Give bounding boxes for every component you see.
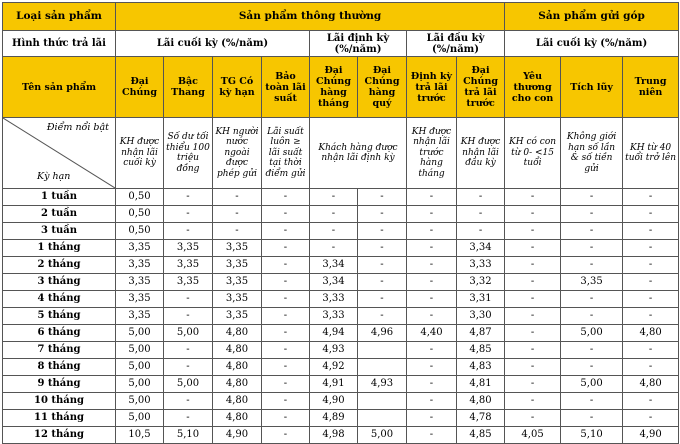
rate-cell: - — [561, 359, 623, 376]
rate-cell: - — [358, 240, 407, 257]
table-row — [3, 240, 679, 257]
rate-cell: - — [623, 257, 679, 274]
rate-cell: - — [623, 240, 679, 257]
rate-cell: - — [262, 393, 310, 410]
rate-cell: - — [262, 427, 310, 444]
rate-cell: 3,32 — [457, 274, 505, 291]
rate-cell: - — [262, 308, 310, 325]
table-row — [3, 223, 679, 240]
table-row — [3, 342, 679, 359]
rate-cell: 5,00 — [164, 376, 213, 393]
term-cell: 2 tuần — [3, 206, 116, 223]
product-name: Định kỳ trả lãi trước — [407, 57, 457, 118]
rate-cell: - — [262, 325, 310, 342]
rate-cell: 3,35 — [164, 274, 213, 291]
rate-cell: - — [407, 274, 457, 291]
rate-cell: - — [164, 206, 213, 223]
rate-cell: - — [262, 223, 310, 240]
rate-cell: 4,80 — [213, 376, 262, 393]
rate-cell: 3,34 — [310, 257, 358, 274]
term-cell: 4 tháng — [3, 291, 116, 308]
term-cell: 12 tháng — [3, 427, 116, 444]
rate-cell: - — [561, 291, 623, 308]
rate-cell: 3,35 — [213, 257, 262, 274]
rate-cell: 4,83 — [457, 359, 505, 376]
rate-cell: - — [505, 410, 561, 427]
product-type-label: Loại sản phẩm — [3, 3, 116, 31]
rate-rows — [3, 189, 679, 444]
rate-cell: - — [358, 274, 407, 291]
rate-cell — [358, 359, 407, 376]
table-row — [3, 325, 679, 342]
rate-cell: - — [407, 240, 457, 257]
rate-cell: - — [164, 393, 213, 410]
table-row — [3, 291, 679, 308]
rate-cell: - — [505, 359, 561, 376]
rate-cell: - — [623, 206, 679, 223]
term-label: Kỳ hạn — [37, 170, 71, 182]
rate-cell: - — [407, 359, 457, 376]
rate-cell: 4,90 — [310, 393, 358, 410]
rate-cell: - — [505, 257, 561, 274]
rate-cell: 4,80 — [213, 410, 262, 427]
rate-cell: 0,50 — [116, 206, 164, 223]
rate-cell: 4,81 — [457, 376, 505, 393]
rate-cell: 4,92 — [310, 359, 358, 376]
rate-cell: - — [561, 240, 623, 257]
table-row — [3, 427, 679, 444]
interest-upfront-header: Lãi đầu kỳ (%/năm) — [407, 31, 505, 57]
rate-cell: 5,00 — [116, 325, 164, 342]
rate-cell: 3,35 — [213, 274, 262, 291]
rate-cell: - — [262, 240, 310, 257]
rate-cell: - — [561, 257, 623, 274]
rate-cell: 4,98 — [310, 427, 358, 444]
rate-cell: - — [505, 189, 561, 206]
rate-cell: - — [262, 291, 310, 308]
rate-cell: - — [623, 223, 679, 240]
rate-cell: - — [407, 206, 457, 223]
rate-cell: - — [358, 291, 407, 308]
rate-cell: - — [505, 393, 561, 410]
product-name: TG Có kỳ hạn — [213, 57, 262, 118]
term-cell: 1 tuần — [3, 189, 116, 206]
rate-cell: - — [561, 342, 623, 359]
rate-cell: - — [164, 342, 213, 359]
rate-cell: - — [457, 189, 505, 206]
rate-cell: 10,5 — [116, 427, 164, 444]
rate-cell: 5,00 — [561, 325, 623, 342]
product-name: Trung niên — [623, 57, 679, 118]
rate-cell: - — [164, 410, 213, 427]
rate-cell: 5,00 — [164, 325, 213, 342]
rate-cell: - — [561, 308, 623, 325]
table-row — [3, 308, 679, 325]
term-cell: 3 tuần — [3, 223, 116, 240]
rate-cell: - — [407, 376, 457, 393]
rate-cell: - — [623, 274, 679, 291]
product-highlight: Lãi suất luôn ≥ lãi suất tại thời điểm gửi — [262, 118, 310, 189]
rate-cell: - — [623, 291, 679, 308]
rate-cell: 4,89 — [310, 410, 358, 427]
rate-cell: - — [407, 342, 457, 359]
rate-cell: - — [505, 206, 561, 223]
rate-cell: 3,35 — [116, 274, 164, 291]
rate-cell: - — [262, 410, 310, 427]
interest-rate-table — [2, 2, 679, 444]
rate-cell: - — [407, 257, 457, 274]
product-name: Đại Chúng — [116, 57, 164, 118]
rate-cell: 4,90 — [623, 427, 679, 444]
rate-cell: 4,80 — [457, 393, 505, 410]
rate-cell: 5,00 — [116, 393, 164, 410]
rate-cell: 5,10 — [561, 427, 623, 444]
rate-cell: - — [262, 342, 310, 359]
rate-cell: - — [561, 393, 623, 410]
rate-cell: - — [623, 342, 679, 359]
rate-cell: 4,05 — [505, 427, 561, 444]
product-name: Tích lũy — [561, 57, 623, 118]
rate-cell — [358, 342, 407, 359]
rate-cell: - — [262, 257, 310, 274]
term-cell: 10 tháng — [3, 393, 116, 410]
rate-cell: - — [262, 189, 310, 206]
table-row — [3, 206, 679, 223]
rate-cell: - — [213, 206, 262, 223]
term-cell: 9 tháng — [3, 376, 116, 393]
product-name: Đại Chúng hàng quý — [358, 57, 407, 118]
rate-cell: - — [407, 189, 457, 206]
rate-cell: - — [164, 189, 213, 206]
rate-cell: - — [358, 223, 407, 240]
rate-cell: 3,34 — [457, 240, 505, 257]
table-row — [3, 393, 679, 410]
rate-cell: - — [623, 308, 679, 325]
rate-cell: - — [358, 206, 407, 223]
highlight-label: Điểm nổi bật — [46, 122, 109, 133]
rate-cell: 4,96 — [358, 325, 407, 342]
table-row — [3, 376, 679, 393]
rate-cell: 3,34 — [310, 274, 358, 291]
table-row — [3, 257, 679, 274]
rate-cell: 4,80 — [623, 325, 679, 342]
rate-cell: - — [213, 189, 262, 206]
rate-cell: 3,35 — [116, 291, 164, 308]
rate-cell: 4,85 — [457, 427, 505, 444]
rate-cell: - — [505, 376, 561, 393]
table-row — [3, 189, 679, 206]
rate-cell: - — [505, 342, 561, 359]
rate-cell: 4,85 — [457, 342, 505, 359]
rate-cell: - — [358, 257, 407, 274]
product-highlight: KH người nước ngoài được phép gửi — [213, 118, 262, 189]
rate-cell: - — [262, 359, 310, 376]
rate-cell: 3,33 — [457, 257, 505, 274]
rate-cell: - — [407, 427, 457, 444]
rate-cell: 5,00 — [116, 376, 164, 393]
table-row — [3, 410, 679, 427]
product-highlight: KH được nhận lãi cuối kỳ — [116, 118, 164, 189]
rate-cell: 5,00 — [116, 342, 164, 359]
term-cell: 6 tháng — [3, 325, 116, 342]
product-name: Đại Chúng hàng tháng — [310, 57, 358, 118]
rate-cell: 5,00 — [116, 410, 164, 427]
product-highlight: KH được nhận lãi đầu kỳ — [457, 118, 505, 189]
rate-cell: 3,35 — [164, 240, 213, 257]
product-name: Yêu thương cho con — [505, 57, 561, 118]
rate-cell: 5,10 — [164, 427, 213, 444]
rate-cell: - — [561, 223, 623, 240]
rate-cell: - — [262, 206, 310, 223]
rate-cell: - — [262, 274, 310, 291]
rate-cell: - — [457, 206, 505, 223]
rate-cell — [358, 393, 407, 410]
product-highlight: Số dư tối thiểu 100 triệu đồng — [164, 118, 213, 189]
rate-cell: 0,50 — [116, 223, 164, 240]
rate-cell: 3,33 — [310, 291, 358, 308]
rate-cell: 3,35 — [116, 240, 164, 257]
term-cell: 8 tháng — [3, 359, 116, 376]
rate-cell: 3,30 — [457, 308, 505, 325]
rate-cell: 3,35 — [164, 257, 213, 274]
rate-cell: - — [213, 223, 262, 240]
rate-cell: 3,35 — [213, 308, 262, 325]
rate-cell: 3,31 — [457, 291, 505, 308]
savings-interest-end-header: Lãi cuối kỳ (%/năm) — [505, 31, 679, 57]
rate-cell: - — [407, 410, 457, 427]
rate-cell: - — [164, 291, 213, 308]
rate-cell: - — [623, 410, 679, 427]
rate-cell — [358, 410, 407, 427]
rate-cell: - — [561, 189, 623, 206]
rate-cell: 5,00 — [116, 359, 164, 376]
rate-cell: - — [505, 240, 561, 257]
term-cell: 5 tháng — [3, 308, 116, 325]
rate-cell: 4,80 — [213, 325, 262, 342]
product-highlight: KH từ 40 tuổi trở lên — [623, 118, 679, 189]
product-highlight: KH có con từ 0- <15 tuổi — [505, 118, 561, 189]
product-name-label: Tên sản phẩm — [3, 57, 116, 118]
rate-cell: - — [561, 206, 623, 223]
rate-cell: - — [262, 376, 310, 393]
rate-cell: 3,35 — [213, 291, 262, 308]
rate-cell: - — [623, 189, 679, 206]
rate-cell: 4,80 — [213, 393, 262, 410]
rate-cell: 4,78 — [457, 410, 505, 427]
rate-cell: - — [505, 223, 561, 240]
rate-cell: - — [505, 274, 561, 291]
rate-cell: 3,35 — [116, 257, 164, 274]
rate-cell: - — [561, 410, 623, 427]
rate-cell: - — [505, 325, 561, 342]
regular-products-header: Sản phẩm thông thường — [116, 3, 505, 31]
rate-cell: 4,93 — [310, 342, 358, 359]
rate-cell: 3,35 — [116, 308, 164, 325]
rate-cell: 4,80 — [623, 376, 679, 393]
rate-cell: - — [164, 223, 213, 240]
rate-cell: 5,00 — [561, 376, 623, 393]
term-cell: 11 tháng — [3, 410, 116, 427]
product-name: Bậc Thang — [164, 57, 213, 118]
rate-cell: - — [407, 393, 457, 410]
rate-cell: - — [310, 206, 358, 223]
term-cell: 3 tháng — [3, 274, 116, 291]
product-highlight: Khách hàng được nhận lãi định kỳ — [310, 118, 407, 189]
savings-products-header: Sản phẩm gửi góp — [505, 3, 679, 31]
term-cell: 7 tháng — [3, 342, 116, 359]
rate-cell: 4,94 — [310, 325, 358, 342]
rate-cell: 4,93 — [358, 376, 407, 393]
rate-cell: - — [164, 359, 213, 376]
rate-cell: 3,33 — [310, 308, 358, 325]
rate-cell: - — [310, 240, 358, 257]
rate-cell: - — [407, 291, 457, 308]
rate-cell: - — [310, 223, 358, 240]
rate-cell: - — [310, 189, 358, 206]
product-highlight: KH được nhận lãi trước hàng tháng — [407, 118, 457, 189]
rate-cell: - — [164, 308, 213, 325]
product-name: Đại Chúng trả lãi trước — [457, 57, 505, 118]
rate-cell: 5,00 — [358, 427, 407, 444]
term-cell: 2 tháng — [3, 257, 116, 274]
term-cell: 1 tháng — [3, 240, 116, 257]
rate-cell: - — [457, 223, 505, 240]
rate-cell: 4,87 — [457, 325, 505, 342]
interest-periodic-header: Lãi định kỳ (%/năm) — [310, 31, 407, 57]
rate-cell: - — [623, 359, 679, 376]
rate-cell: 4,80 — [213, 359, 262, 376]
rate-cell: 4,80 — [213, 342, 262, 359]
rate-cell: - — [358, 308, 407, 325]
rate-cell: 4,91 — [310, 376, 358, 393]
product-highlight: Không giới hạn số lần & số tiền gửi — [561, 118, 623, 189]
table-row — [3, 274, 679, 291]
rate-cell: - — [505, 291, 561, 308]
rate-cell: - — [407, 223, 457, 240]
rate-cell: 4,90 — [213, 427, 262, 444]
rate-cell: - — [407, 308, 457, 325]
rate-cell: 3,35 — [561, 274, 623, 291]
rate-cell: - — [358, 189, 407, 206]
rate-cell: - — [505, 308, 561, 325]
rate-cell: 4,40 — [407, 325, 457, 342]
rate-cell: - — [623, 393, 679, 410]
payment-method-label: Hình thức trả lãi — [3, 31, 116, 57]
interest-end-of-term-header: Lãi cuối kỳ (%/năm) — [116, 31, 310, 57]
product-name: Bảo toàn lãi suất — [262, 57, 310, 118]
table-row — [3, 359, 679, 376]
highlight-term-diagonal-cell — [3, 118, 116, 189]
rate-cell: 3,35 — [213, 240, 262, 257]
rate-cell: 0,50 — [116, 189, 164, 206]
